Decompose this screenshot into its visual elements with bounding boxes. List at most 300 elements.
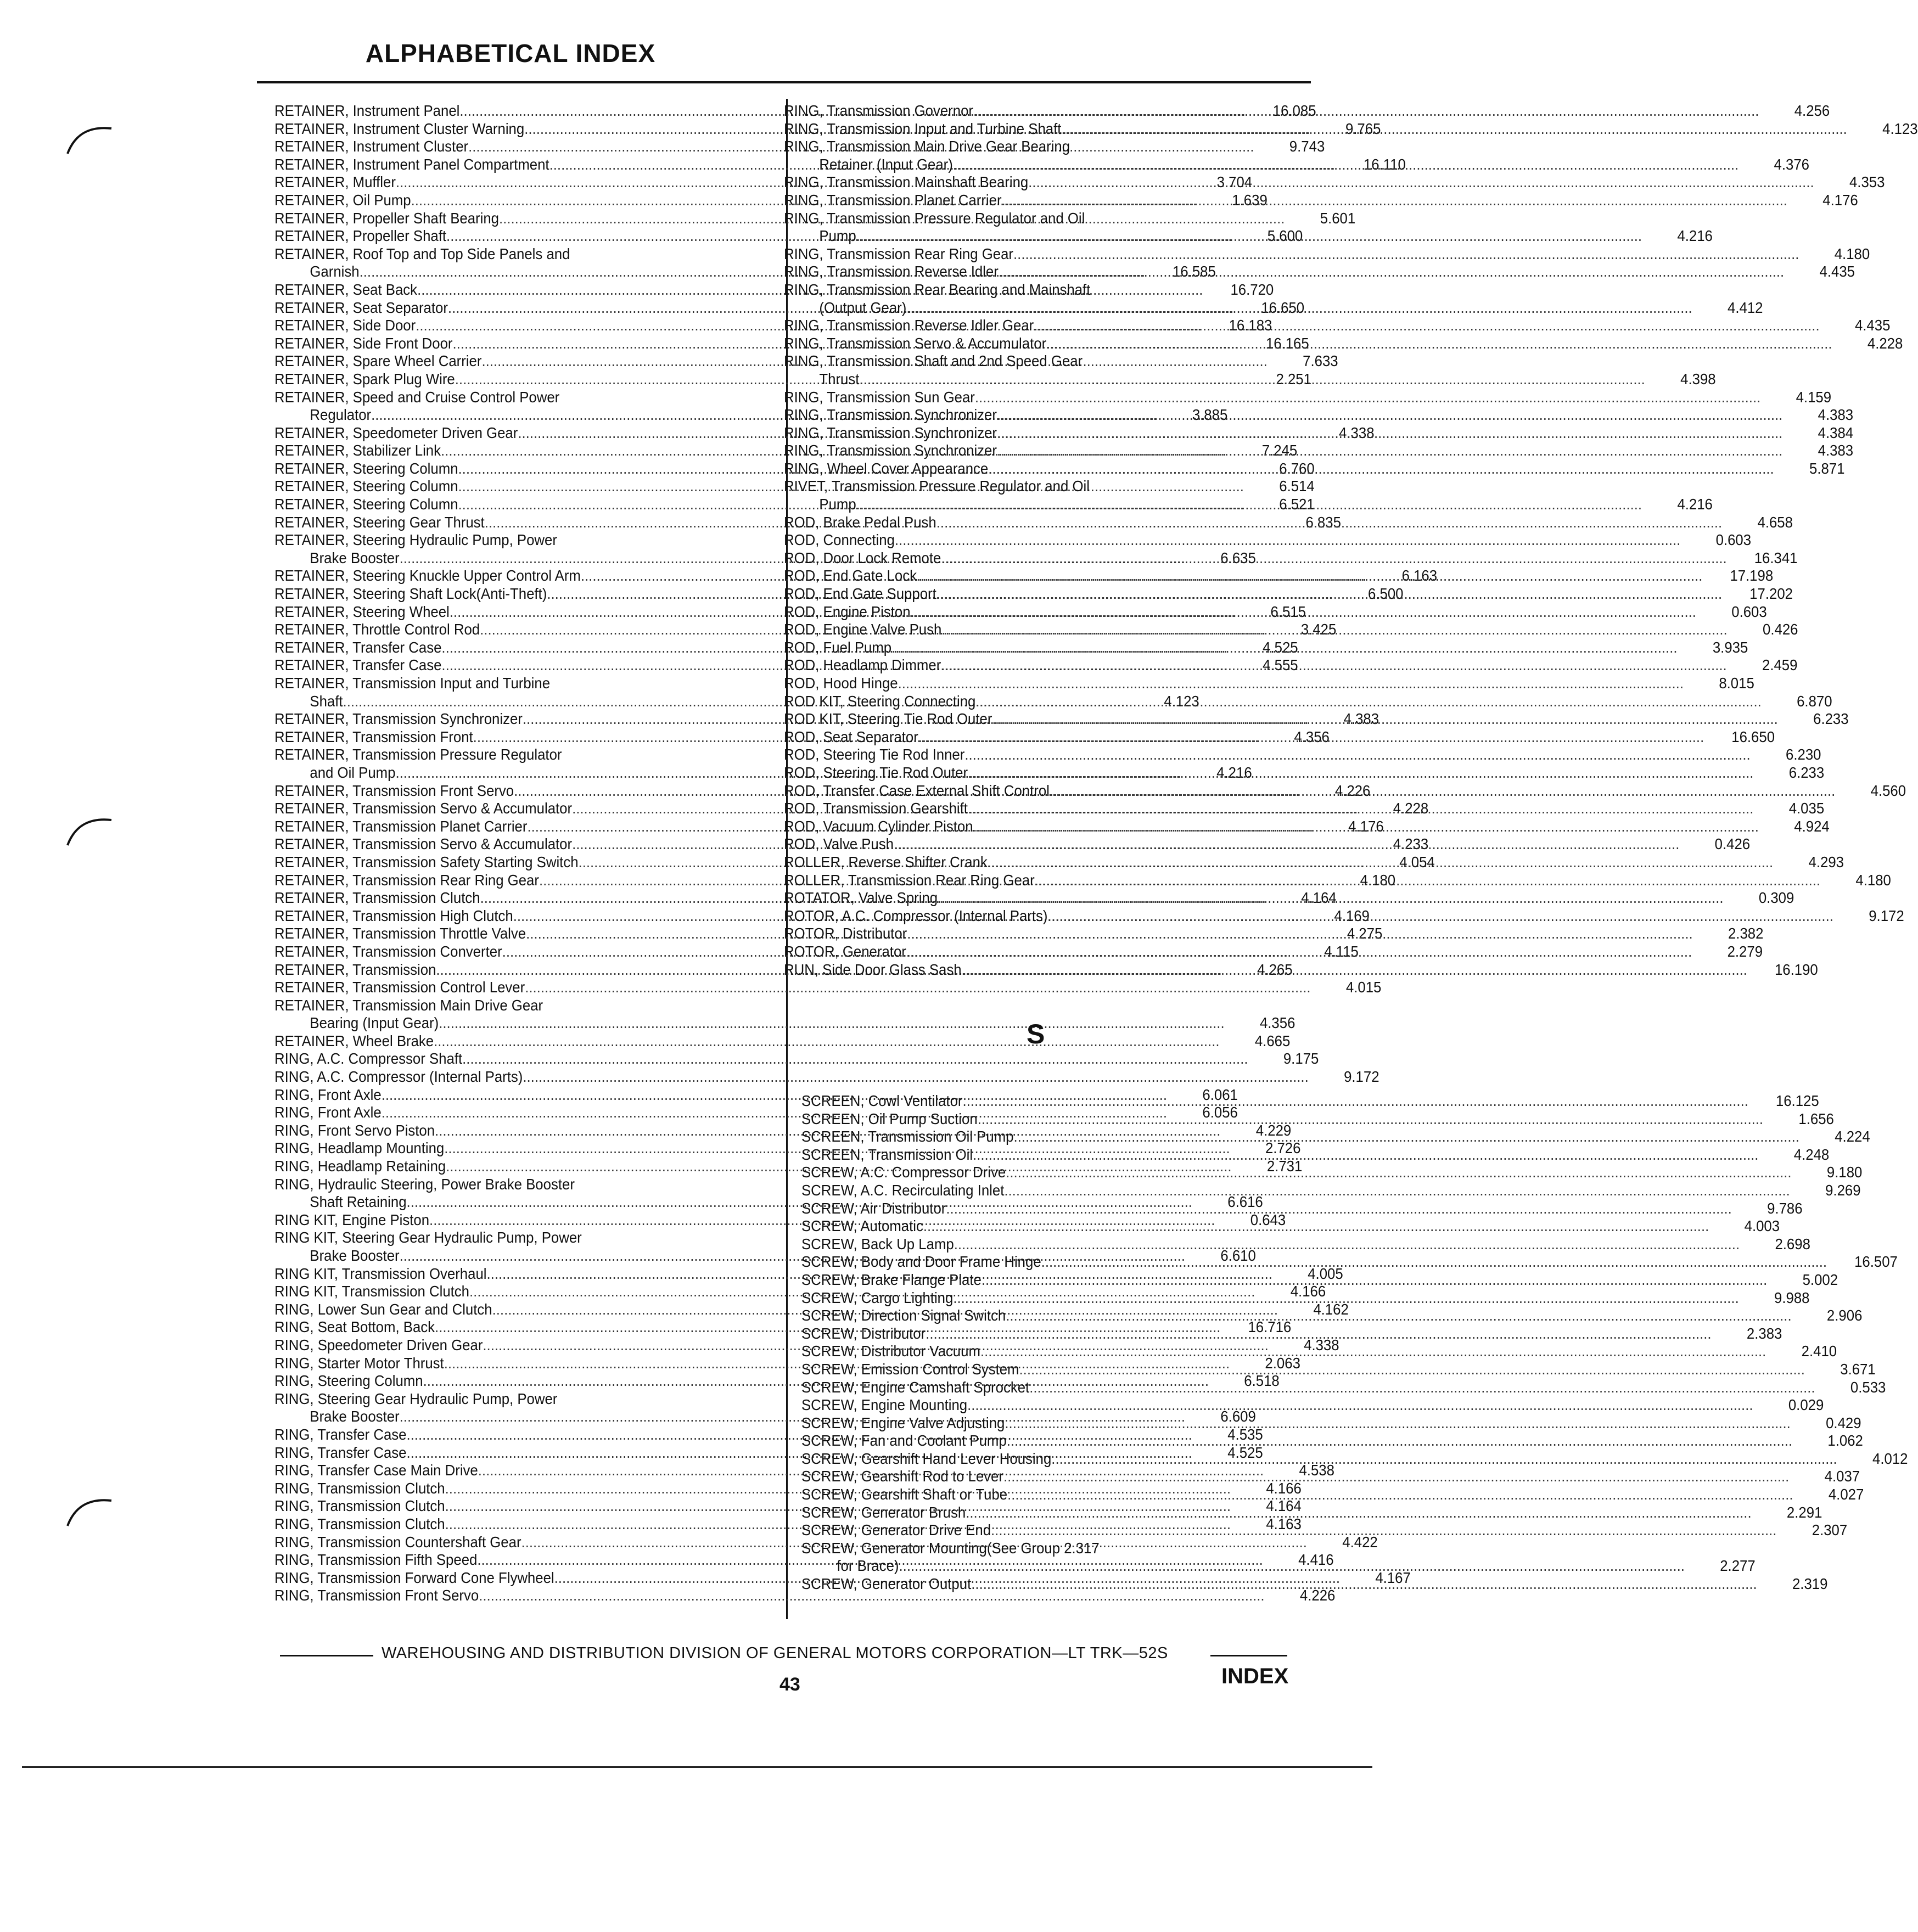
entry-label: RING, Lower Sun Gear and Clutch [274, 1300, 492, 1318]
index-entry [784, 692, 1832, 711]
entry-label: Brake Booster [310, 549, 400, 566]
dot-leader [938, 889, 1723, 907]
entry-reference: 16.190 [1774, 961, 1818, 978]
entry-reference: 4.035 [1788, 800, 1825, 817]
entry-reference: 4.555 [1263, 656, 1298, 674]
entry-reference: 4.162 [1313, 1300, 1349, 1318]
entry-label: SCREW, Back Up Lamp [801, 1235, 954, 1253]
entry-reference: 4.525 [1263, 638, 1298, 656]
entry-label: RING, Transmission Synchronizer [784, 424, 997, 441]
entry-label: RETAINER, Side Door [274, 317, 416, 334]
entry-label: RETAINER, Transfer Case [274, 656, 442, 674]
dot-leader [997, 406, 1782, 424]
entry-reference: 4.383 [1343, 710, 1379, 728]
entry-reference: 4.216 [1216, 763, 1252, 781]
entry-reference: 4.224 [1835, 1128, 1870, 1145]
dot-leader [911, 603, 1696, 621]
entry-label: ROTATOR, Valve Spring [784, 889, 938, 907]
entry-label: RING, Transmission Clutch [274, 1515, 445, 1532]
entry-reference: 4.658 [1757, 513, 1793, 531]
footer-rule [280, 1655, 373, 1656]
entry-reference: 9.269 [1825, 1181, 1861, 1199]
entry-label: RING, Transmission Forward Cone Flywheel [274, 1569, 554, 1586]
entry-reference: 4.180 [1360, 871, 1396, 889]
entry-reference: 16.125 [1775, 1092, 1819, 1109]
dot-leader [917, 567, 1702, 585]
dot-leader [980, 1343, 1766, 1361]
entry-label: ROLLER, Transmission Rear Ring Gear [784, 871, 1035, 889]
section-name: INDEX [1221, 1664, 1289, 1688]
entry-label: RETAINER, Steering Column [274, 459, 458, 477]
index-entry-heading: RETAINER, Speed and Cruise Control Power [274, 388, 560, 406]
entry-label: ROD, Engine Valve Push [784, 621, 942, 638]
entry-label: RING, Headlamp Retaining [274, 1158, 446, 1175]
dot-leader [975, 389, 1760, 407]
entry-reference: 4.338 [1339, 424, 1375, 441]
dot-leader [895, 531, 1680, 549]
index-entry [801, 1092, 1819, 1110]
entry-reference: 4.228 [1867, 334, 1903, 352]
dot-leader [1005, 1414, 1790, 1433]
entry-label: ROD, Valve Push [784, 835, 894, 853]
entry-label: RETAINER, Transmission Control Lever [274, 979, 525, 996]
dot-leader [975, 693, 1761, 711]
entry-reference: 0.029 [1788, 1396, 1824, 1414]
entry-label: for Brace) [837, 1557, 899, 1575]
index-entry [784, 763, 1825, 782]
dot-leader [891, 639, 1677, 657]
entry-label: RING, Transfer Case Main Drive [274, 1462, 478, 1479]
dot-leader [941, 656, 1726, 675]
entry-label: RETAINER, Propeller Shaft [274, 227, 447, 245]
entry-reference: 4.535 [1227, 1425, 1263, 1443]
dot-leader [1003, 1468, 1789, 1486]
entry-reference: 6.870 [1797, 692, 1832, 710]
entry-label: RING, Transmission Front Servo [274, 1587, 479, 1604]
entry-reference: 4.164 [1266, 1497, 1302, 1515]
entry-label: RING, Starter Motor Thrust [274, 1354, 444, 1372]
entry-reference: 9.172 [1344, 1068, 1379, 1086]
entry-label: SCREEN, Transmission Oil [801, 1145, 973, 1163]
index-entry [784, 245, 1870, 263]
dot-leader [982, 1271, 1767, 1289]
entry-reference: 8.015 [1719, 675, 1754, 692]
entry-reference: 6.609 [1220, 1408, 1256, 1425]
entry-reference: 7.633 [1303, 352, 1338, 370]
bottom-rule [22, 1766, 1372, 1768]
entry-reference: 3.885 [1192, 406, 1228, 424]
entry-label: RETAINER, Transmission Safety Starting Switch [274, 853, 579, 870]
entry-reference: 4.176 [1348, 817, 1384, 835]
entry-reference: 6.616 [1227, 1193, 1263, 1211]
entry-label: RETAINER, Steering Knuckle Upper Control Arm [274, 567, 581, 585]
entry-label: ROD, Vacuum Cylinder Piston [784, 817, 973, 835]
index-entry-heading: RETAINER, Roof Top and Top Side Panels and [274, 245, 570, 262]
entry-label: RETAINER, Instrument Panel [274, 102, 460, 119]
index-entry-heading: RETAINER, Transmission Input and Turbine [274, 675, 551, 692]
index-entry-heading: RING, Transmission Pressure Regulator and Oil [784, 209, 1085, 227]
entry-label: Garnish [310, 263, 360, 280]
entry-reference: 2.726 [1265, 1139, 1301, 1157]
entry-label: ROTOR, A.C. Compressor (Internal Parts) [784, 907, 1048, 924]
index-entry [784, 406, 1854, 424]
index-entry-heading: SCREW, Generator Mounting(See Group 2.317 [801, 1539, 1100, 1557]
page-number: 43 [779, 1674, 800, 1695]
index-entry [784, 549, 1798, 568]
entry-label: Pump [819, 496, 856, 513]
entry-label: RING, Transmission Clutch [274, 1479, 445, 1497]
entry-label: RETAINER, Transmission Planet Carrier [274, 817, 528, 835]
dot-leader [973, 102, 1759, 120]
entry-reference: 4.229 [1255, 1121, 1292, 1139]
dot-leader [971, 1575, 1757, 1593]
entry-label: SCREW, Generator Drive End [801, 1521, 991, 1539]
entry-reference: 6.760 [1279, 459, 1315, 477]
entry-label: SCREW, Air Distributor [801, 1199, 946, 1217]
dot-leader [1047, 907, 1833, 925]
dot-leader [964, 746, 1750, 764]
index-entry-heading: RING KIT, Steering Gear Hydraulic Pump, Power [274, 1229, 582, 1246]
dot-leader [926, 1325, 1711, 1343]
entry-reference: 4.256 [1794, 102, 1830, 119]
entry-reference: 4.353 [1849, 173, 1885, 191]
entry-label: ROD KIT, Steering Tie Rod Outer [784, 710, 992, 728]
entry-reference: 6.233 [1788, 763, 1825, 781]
index-entry [801, 1396, 1824, 1414]
dot-leader [1041, 1253, 1827, 1271]
entry-reference: 0.533 [1850, 1378, 1886, 1396]
entry-label: SCREW, Automatic [801, 1217, 923, 1235]
entry-label: RETAINER, Wheel Brake [274, 1032, 434, 1049]
margin-pen-mark [65, 1493, 114, 1531]
entry-reference: 16.183 [1229, 317, 1272, 334]
dot-leader [856, 227, 1642, 245]
dot-leader [953, 156, 1738, 174]
dot-leader [997, 424, 1782, 442]
index-entry [784, 388, 1832, 407]
entry-label: RETAINER, Spare Wheel Carrier [274, 352, 482, 370]
entry-label: Pump [819, 227, 856, 245]
section-letter: S [1027, 1019, 1045, 1049]
entry-label: Shaft Retaining [310, 1193, 407, 1211]
entry-label: Retainer (Input Gear) [819, 155, 953, 173]
entry-label: SCREW, Generator Output [801, 1575, 972, 1593]
entry-label: RING, Transmission Mainshaft Bearing [784, 173, 1029, 191]
entry-reference: 4.037 [1824, 1468, 1860, 1485]
dot-leader [859, 370, 1645, 389]
entry-reference: 3.671 [1840, 1360, 1876, 1378]
entry-reference: 5.002 [1802, 1271, 1838, 1288]
entry-reference: 6.230 [1786, 746, 1821, 763]
entry-reference: 4.265 [1257, 961, 1293, 978]
index-entry [784, 531, 1752, 549]
dot-leader [1046, 335, 1832, 353]
dot-leader [941, 621, 1727, 639]
dot-leader [991, 1521, 1776, 1540]
entry-label: (Output Gear) [819, 299, 907, 316]
entry-reference: 4.275 [1347, 925, 1383, 942]
entry-reference: 4.383 [1818, 442, 1854, 459]
entry-reference: 4.233 [1393, 835, 1429, 853]
entry-reference: 6.521 [1279, 496, 1315, 513]
index-entry [274, 1032, 1291, 1051]
dot-leader [941, 549, 1726, 568]
entry-reference: 3.425 [1300, 621, 1337, 638]
entry-reference: 4.005 [1308, 1265, 1343, 1282]
entry-reference: 16.507 [1854, 1253, 1898, 1271]
dot-leader [1014, 1128, 1799, 1146]
entry-reference: 9.743 [1289, 138, 1325, 155]
entry-reference: 4.166 [1266, 1479, 1302, 1497]
index-entry-heading: RETAINER, Transmission Pressure Regulator [274, 746, 562, 763]
entry-reference: 2.731 [1266, 1158, 1303, 1175]
dot-leader [1013, 245, 1799, 263]
entry-label: RETAINER, Throttle Control Rod [274, 621, 480, 638]
entry-label: RING, Wheel Cover Appearance [784, 459, 989, 477]
entry-reference: 4.376 [1774, 155, 1810, 173]
entry-label: RETAINER, Transmission Front [274, 728, 473, 745]
entry-reference: 4.293 [1808, 853, 1844, 870]
entry-reference: 4.412 [1728, 299, 1763, 316]
entry-label: ROD KIT, Steering Connecting [784, 692, 976, 710]
index-entry-heading: RING, Hydraulic Steering, Power Brake Booster [274, 1175, 575, 1193]
entry-label: ROD, Connecting [784, 531, 895, 549]
dot-leader [968, 800, 1753, 818]
entry-reference: 6.514 [1279, 478, 1315, 495]
entry-label: SCREW, Gearshift Hand Lever Housing [801, 1450, 1052, 1467]
entry-label: RING, Transmission Reverse Idler [784, 263, 999, 280]
index-entry [801, 1110, 1834, 1128]
entry-reference: 4.003 [1744, 1217, 1780, 1235]
entry-reference: 3.935 [1712, 638, 1748, 656]
index-entry [784, 263, 1855, 281]
entry-label: RETAINER, Seat Back [274, 280, 418, 298]
entry-label: SCREW, Gearshift Rod to Lever [801, 1468, 1003, 1485]
entry-label: Regulator [310, 406, 372, 424]
dot-leader [973, 1146, 1758, 1164]
entry-label: RING, Seat Bottom, Back [274, 1318, 435, 1336]
entry-label: SCREW, Fan and Coolant Pump [801, 1432, 1007, 1450]
entry-label: RETAINER, Speedometer Driven Gear [274, 424, 518, 441]
dot-leader [923, 1217, 1709, 1235]
index-entry [801, 1181, 1861, 1200]
entry-label: RING, Transmission Planet Carrier [784, 191, 1002, 209]
entry-label: and Oil Pump [310, 763, 396, 781]
entry-reference: 0.603 [1731, 603, 1767, 620]
entry-reference: 4.216 [1677, 227, 1713, 245]
entry-label: ROD, Seat Separator [784, 728, 918, 745]
entry-label: RETAINER, Transmission Servo & Accumulator [274, 800, 573, 817]
entry-reference: 16.585 [1173, 263, 1216, 280]
entry-reference: 4.015 [1345, 979, 1382, 996]
dot-leader [1051, 1450, 1837, 1468]
entry-label: SCREW, Distributor [801, 1324, 926, 1342]
entry-label: ROD, Brake Pedal Push [784, 513, 936, 531]
entry-reference: 4.159 [1796, 388, 1832, 406]
dot-leader [907, 925, 1692, 943]
entry-label: RETAINER, Propeller Shaft Bearing [274, 209, 499, 227]
entry-reference: 2.906 [1826, 1307, 1863, 1324]
entry-label: RETAINER, Side Front Door [274, 334, 453, 352]
entry-label: RETAINER, Instrument Panel Compartment [274, 155, 549, 173]
entry-label: ROD, Steering Tie Rod Inner [784, 746, 965, 763]
entry-label: RING, Transmission Synchronizer [784, 442, 997, 459]
dot-leader [967, 1396, 1753, 1414]
dot-leader [1006, 1307, 1791, 1325]
dot-leader [1035, 872, 1820, 890]
entry-label: RING, Transfer Case [274, 1425, 407, 1443]
entry-label: ROD, End Gate Support [784, 585, 936, 603]
entry-label: ROD, End Gate Lock [784, 567, 917, 585]
entry-reference: 4.163 [1266, 1515, 1302, 1532]
entry-reference: 6.518 [1244, 1372, 1280, 1390]
dot-leader [906, 299, 1692, 317]
dot-leader [1007, 1432, 1792, 1450]
entry-label: Shaft [310, 692, 343, 710]
entry-reference: 6.610 [1220, 1247, 1256, 1264]
entry-label: SCREW, Engine Mounting [801, 1396, 968, 1414]
entry-label: ROD, Hood Hinge [784, 675, 898, 692]
entry-reference: 6.500 [1368, 585, 1404, 603]
entry-reference: 9.765 [1345, 120, 1381, 137]
entry-reference: 16.650 [1261, 299, 1305, 316]
entry-label: RETAINER, Transmission Rear Ring Gear [274, 871, 539, 889]
entry-reference: 6.056 [1202, 1104, 1238, 1121]
entry-reference: 6.163 [1401, 567, 1438, 585]
dot-leader [1002, 192, 1787, 210]
entry-reference: 16.650 [1731, 728, 1775, 745]
index-entry-heading: RING, Transmission Shaft and 2nd Speed Gear [784, 352, 1083, 370]
entry-label: RING, Transmission Sun Gear [784, 388, 975, 406]
dot-leader [1028, 173, 1814, 192]
entry-reference: 2.382 [1728, 925, 1764, 942]
entry-reference: 16.085 [1272, 102, 1316, 119]
entry-label: Brake Booster [310, 1247, 400, 1264]
entry-label: RING, Transmission Reverse Idler Gear [784, 317, 1034, 334]
entry-reference: 1.656 [1798, 1110, 1834, 1127]
entry-reference: 4.416 [1298, 1551, 1334, 1569]
entry-label: SCREW, A.C. Recirculating Inlet [801, 1181, 1005, 1199]
entry-label: RETAINER, Spark Plug Wire [274, 370, 455, 387]
index-entry-heading: RING, Transmission Rear Bearing and Mainshaft [784, 280, 1091, 298]
dot-leader [1007, 1486, 1793, 1504]
entry-label: ROD, Headlamp Dimmer [784, 656, 941, 674]
entry-reference: 5.601 [1320, 209, 1356, 227]
entry-reference: 4.435 [1819, 263, 1855, 280]
dot-leader [936, 514, 1722, 532]
entry-label: RETAINER, Instrument Cluster Warning [274, 120, 525, 137]
entry-label: SCREW, Generator Brush [801, 1503, 966, 1521]
entry-label: SCREW, Direction Signal Switch [801, 1307, 1006, 1324]
entry-label: RING KIT, Transmission Overhaul [274, 1265, 487, 1282]
entry-reference: 4.665 [1254, 1032, 1291, 1049]
dot-leader [973, 818, 1759, 836]
entry-label: RING, Front Axle [274, 1086, 382, 1103]
entry-label: SCREW, Gearshift Shaft or Tube [801, 1486, 1008, 1503]
entry-label: ROD, Door Lock Remote [784, 549, 941, 566]
margin-pen-mark [65, 121, 114, 159]
entry-reference: 2.383 [1746, 1324, 1782, 1342]
dot-leader [1034, 317, 1819, 335]
entry-label: Bearing (Input Gear) [310, 1014, 439, 1032]
entry-label: SCREW, Cargo Lighting [801, 1289, 954, 1306]
index-entry [801, 1235, 1810, 1254]
entry-label: RING, Transmission Clutch [274, 1497, 445, 1515]
entry-reference: 17.202 [1749, 585, 1793, 603]
entry-reference: 2.251 [1276, 370, 1311, 387]
entry-label: ROD, Fuel Pump [784, 638, 892, 656]
entry-label: RETAINER, Steering Gear Thrust [274, 513, 485, 531]
entry-reference: 6.515 [1270, 603, 1306, 620]
entry-reference: 4.115 [1324, 942, 1359, 960]
entry-label: ROTOR, Distributor [784, 925, 907, 942]
entry-reference: 2.698 [1775, 1235, 1810, 1253]
index-entry [784, 871, 1891, 890]
dot-leader [525, 979, 1310, 997]
dot-leader [962, 961, 1747, 979]
entry-reference: 2.319 [1792, 1575, 1828, 1593]
dot-leader [899, 1557, 1685, 1575]
entry-reference: 4.226 [1299, 1587, 1336, 1604]
entry-reference: 4.216 [1677, 496, 1713, 513]
entry-reference: 4.180 [1834, 245, 1870, 262]
entry-label: RING, Transmission Input and Turbine Shaft [784, 120, 1062, 137]
index-entry [274, 1050, 1319, 1068]
entry-label: SCREW, Brake Flange Plate [801, 1271, 982, 1288]
entry-reference: 9.786 [1767, 1199, 1803, 1217]
dot-leader [434, 1032, 1219, 1051]
dot-leader [1006, 1164, 1791, 1182]
dot-leader [988, 460, 1774, 478]
entry-label: SCREW, Engine Camshaft Sprocket [801, 1378, 1030, 1396]
index-entry [784, 746, 1821, 764]
entry-label: SCREEN, Cowl Ventilator [801, 1092, 963, 1109]
entry-label: RING, Headlamp Mounting [274, 1139, 445, 1157]
entry-reference: 5.871 [1809, 459, 1845, 477]
entry-label: SCREW, Body and Door Frame Hinge [801, 1253, 1041, 1271]
entry-label: RETAINER, Transmission Throttle Valve [274, 925, 526, 942]
dot-leader [1050, 782, 1835, 800]
entry-label: ROD, Transmission Gearshift [784, 800, 968, 817]
entry-reference: 4.525 [1227, 1444, 1263, 1461]
entry-reference: 0.429 [1826, 1414, 1861, 1431]
entry-reference: 0.643 [1250, 1211, 1286, 1228]
entry-label: RETAINER, Steering Column [274, 496, 458, 513]
entry-reference: 4.383 [1818, 406, 1854, 424]
entry-label: RING, Transfer Case [274, 1444, 407, 1461]
entry-reference: 1.062 [1827, 1432, 1863, 1450]
entry-label: RETAINER, Steering Shaft Lock(Anti-Theft) [274, 585, 547, 603]
index-entry [784, 173, 1885, 192]
entry-reference: 17.198 [1730, 567, 1774, 585]
entry-label: RING KIT, Transmission Clutch [274, 1283, 470, 1300]
dot-leader [936, 585, 1722, 603]
dot-leader [999, 263, 1784, 281]
entry-reference: 16.341 [1754, 549, 1798, 566]
entry-reference: 7.245 [1261, 442, 1298, 459]
entry-label: RETAINER, Muffler [274, 173, 396, 191]
entry-reference: 4.228 [1393, 800, 1429, 817]
entry-label: RETAINER, Transmission Synchronizer [274, 710, 523, 728]
dot-leader [962, 1092, 1748, 1110]
entry-reference: 4.356 [1294, 728, 1330, 745]
entry-reference: 3.704 [1216, 173, 1253, 191]
dot-leader [523, 1068, 1308, 1086]
entry-label: RETAINER, Stabilizer Link [274, 442, 441, 459]
entry-reference: 2.063 [1265, 1354, 1300, 1372]
entry-label: Brake Booster [310, 1408, 400, 1425]
entry-reference: 9.172 [1869, 907, 1904, 924]
